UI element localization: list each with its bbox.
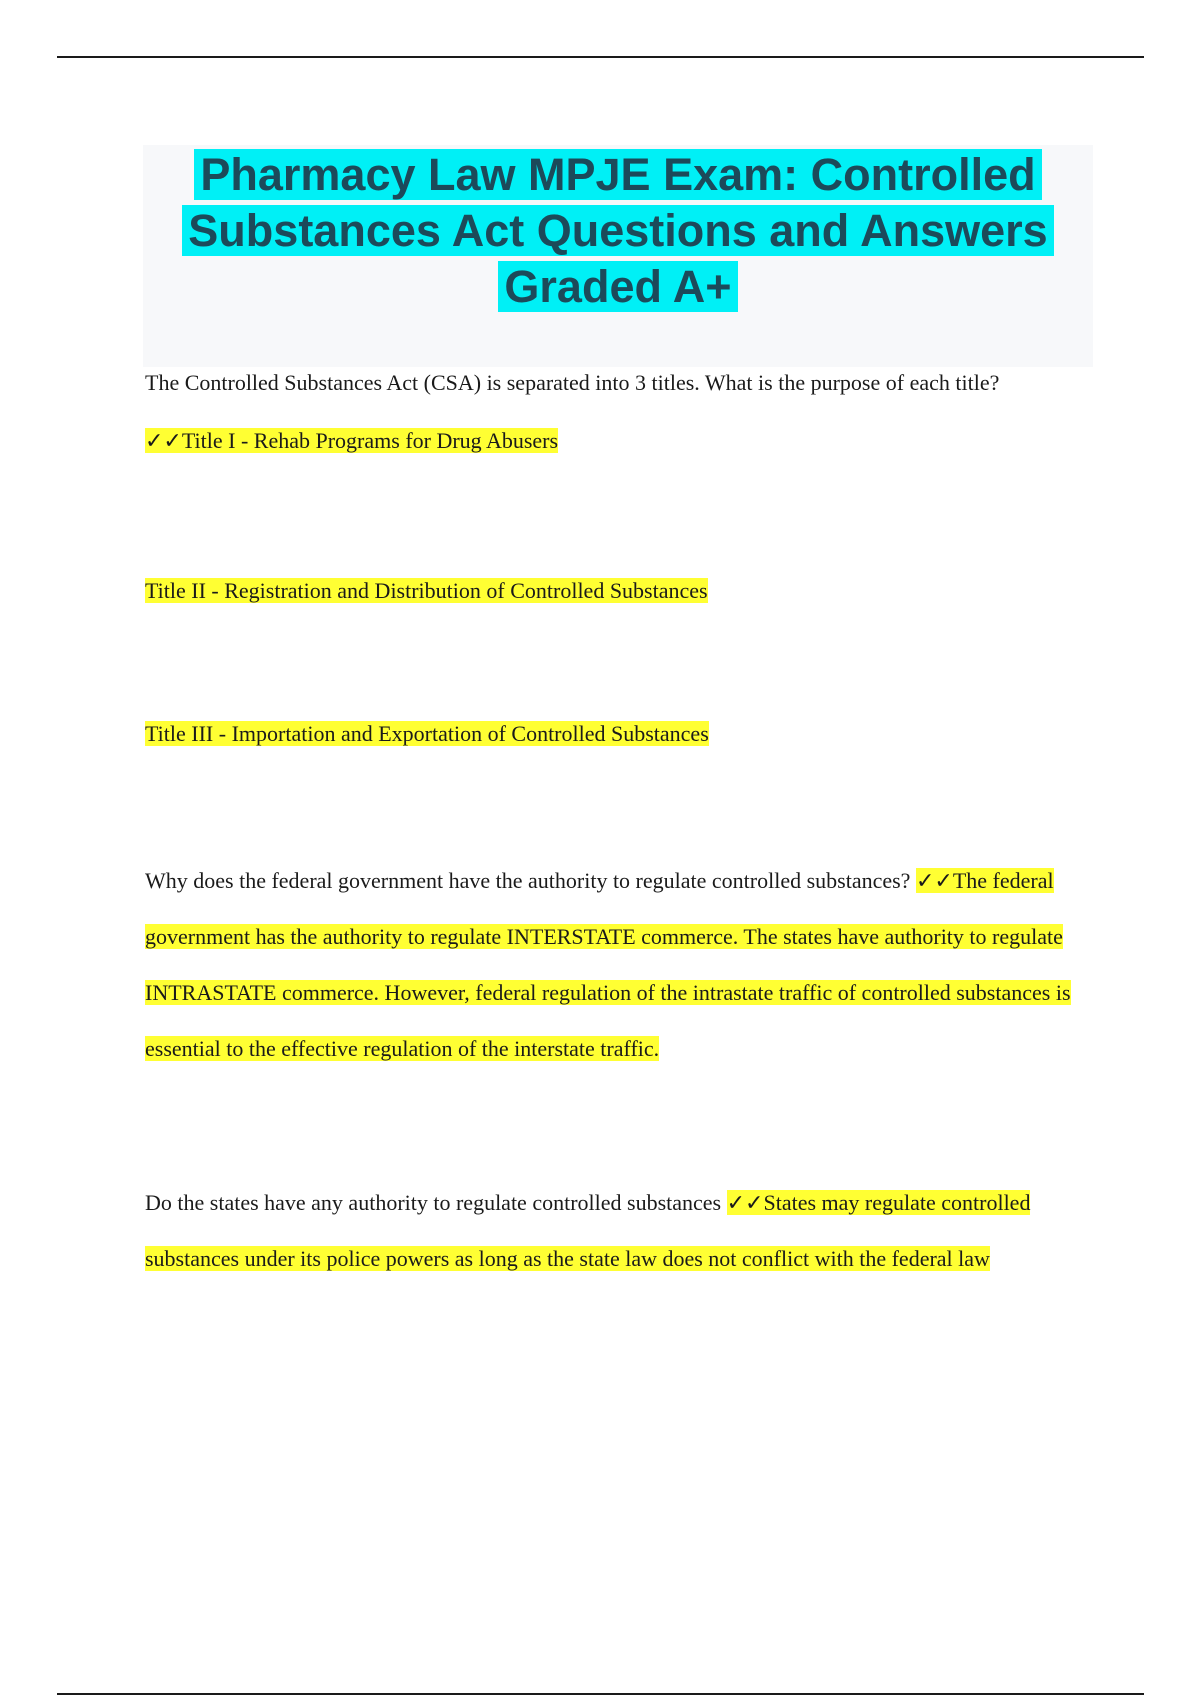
title-line-1: Pharmacy Law MPJE Exam: Controlled bbox=[194, 149, 1041, 200]
answer-2-text: ✓✓The federal government has the authority to regulate INTERSTATE commerce. The states have authority to regulate INTRASTATE commerce. However, federal regulation of the intrastate traffic of controlled substances is essential to the effective regulation of the interstate traffic. bbox=[145, 868, 1071, 1061]
question-2-text: Why does the federal government have the authority to regulate controlled substances? bbox=[145, 868, 911, 893]
question-1-text: The Controlled Substances Act (CSA) is separated into 3 titles. What is the purpose of each title? bbox=[145, 370, 1000, 395]
answer-1-title-1-text: ✓✓Title I - Rehab Programs for Drug Abusers bbox=[145, 428, 559, 453]
answer-1-title-3 bbox=[145, 706, 1105, 762]
title-line-3: Graded A+ bbox=[498, 261, 737, 312]
title-block bbox=[143, 145, 1093, 367]
title-line-2: Substances Act Questions and Answers bbox=[182, 205, 1053, 256]
document-title bbox=[143, 147, 1093, 315]
question-3 bbox=[145, 1175, 1105, 1287]
bottom-rule bbox=[57, 1693, 1144, 1695]
question-2 bbox=[145, 853, 1105, 1077]
answer-1-title-1 bbox=[145, 413, 1105, 469]
answer-1-title-3-text: Title III - Importation and Exportation of Controlled Substances bbox=[145, 721, 709, 746]
question-3-text: Do the states have any authority to regulate controlled substances bbox=[145, 1190, 722, 1215]
answer-1-title-2-text: Title II - Registration and Distribution of Controlled Substances bbox=[145, 578, 708, 603]
answer-3-text: ✓✓States may regulate controlled substances under its police powers as long as the state law does not conflict with the federal law bbox=[145, 1190, 1031, 1271]
answer-1-title-2 bbox=[145, 563, 1105, 619]
question-1 bbox=[145, 355, 1105, 411]
top-rule bbox=[57, 56, 1144, 58]
